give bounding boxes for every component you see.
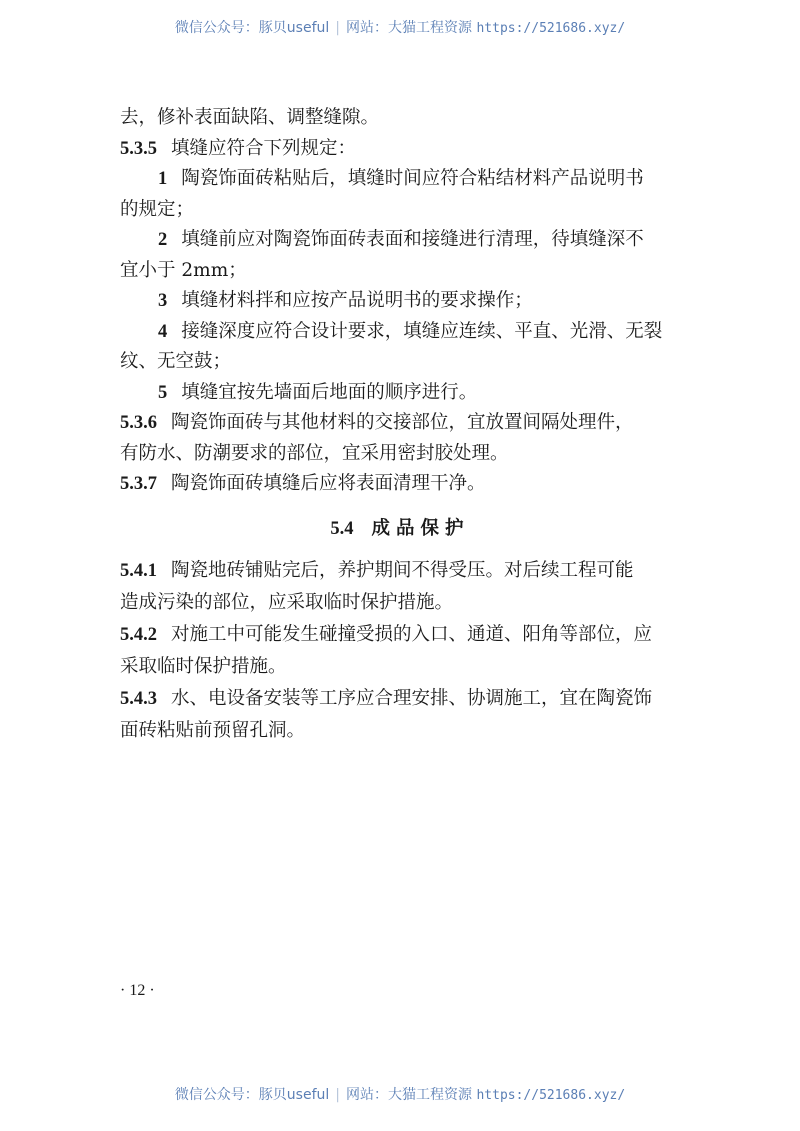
clause-text: 采取临时保护措施。 xyxy=(120,656,287,677)
clause-text: 填缝宜按先墙面后地面的顺序进行。 xyxy=(181,381,478,403)
text-line xyxy=(120,347,690,378)
text-line xyxy=(120,555,690,587)
body-text-block-1 xyxy=(120,103,690,500)
watermark-url: https://521686.xyz/ xyxy=(476,21,626,36)
body-text-block-2 xyxy=(120,555,690,747)
text-line xyxy=(120,683,690,715)
watermark-site: 网站：大猫工程资源 xyxy=(346,20,473,36)
clause-number: 5 xyxy=(158,382,168,403)
clause-number: 2 xyxy=(158,230,168,250)
text-line xyxy=(120,587,690,619)
text-line xyxy=(120,439,690,470)
clause-number: 5.3.7 xyxy=(120,474,157,494)
clause-text: 填缝材料拌和应按产品说明书的要求操作； xyxy=(181,290,533,311)
clause-text: 造成污染的部位，应采取临时保护措施。 xyxy=(120,592,454,613)
clause-text: 陶瓷饰面砖粘贴后，填缝时间应符合粘结材料产品说明书 xyxy=(181,168,644,189)
text-line xyxy=(120,378,690,409)
watermark-wechat: 微信公众号：豚贝useful xyxy=(174,1087,330,1103)
clause-text: 接缝深度应符合设计要求，填缝应连续、平直、光滑、无裂 xyxy=(181,320,663,342)
clause-text: 填缝前应对陶瓷饰面砖表面和接缝进行清理，待填缝深不 xyxy=(181,229,644,250)
clause-text: 陶瓷饰面砖填缝后应将表面清理干净。 xyxy=(171,473,486,494)
clause-text: 纹、无空鼓； xyxy=(120,351,232,372)
clause-number: 1 xyxy=(158,169,168,189)
watermark-header xyxy=(0,17,800,37)
text-line xyxy=(120,317,690,348)
text-line xyxy=(120,134,690,165)
clause-text: 陶瓷地砖铺贴完后，养护期间不得受压。对后续工程可能 xyxy=(171,560,634,581)
clause-number: 5.4.3 xyxy=(120,689,157,709)
watermark-site: 网站：大猫工程资源 xyxy=(346,1087,473,1103)
text-line xyxy=(120,408,690,439)
text-line xyxy=(120,225,690,256)
clause-text: 宜小于 2mm； xyxy=(120,259,247,281)
watermark-separator: | xyxy=(335,1087,341,1103)
section-heading xyxy=(0,514,800,540)
watermark-wechat: 微信公众号：豚贝useful xyxy=(174,20,330,36)
clause-number: 5.4.2 xyxy=(120,625,157,645)
clause-text: 水、电设备安装等工序应合理安排、协调施工，宜在陶瓷饰 xyxy=(171,688,653,709)
clause-text: 对施工中可能发生碰撞受损的入口、通道、阳角等部位，应 xyxy=(171,624,653,645)
clause-text: 有防水、防潮要求的部位，宜采用密封胶处理。 xyxy=(120,442,509,464)
section-title: 成品保护 xyxy=(371,518,470,539)
watermark-url: https://521686.xyz/ xyxy=(476,1088,626,1103)
clause-number: 5.3.5 xyxy=(120,138,157,159)
text-line xyxy=(120,651,690,683)
clause-number: 4 xyxy=(158,321,168,342)
clause-text: 的规定； xyxy=(120,198,195,220)
watermark-separator: | xyxy=(335,20,341,36)
watermark-footer xyxy=(0,1084,800,1104)
text-line xyxy=(120,195,690,226)
text-line xyxy=(120,715,690,747)
clause-number: 3 xyxy=(158,291,168,311)
text-line xyxy=(120,469,690,500)
section-number: 5.4 xyxy=(330,519,354,539)
page-number: · 12 · xyxy=(120,982,155,999)
clause-text: 填缝应符合下列规定： xyxy=(171,137,357,159)
text-line xyxy=(120,619,690,651)
clause-text: 面砖粘贴前预留孔洞。 xyxy=(120,720,306,741)
clause-number: 5.4.1 xyxy=(120,561,157,581)
clause-number: 5.3.6 xyxy=(120,413,157,433)
text-line xyxy=(120,103,690,134)
clause-text: 去，修补表面缺陷、调整缝隙。 xyxy=(120,107,380,128)
text-line xyxy=(120,256,690,287)
clause-text: 陶瓷饰面砖与其他材料的交接部位，宜放置间隔处理件， xyxy=(171,412,634,433)
text-line xyxy=(120,164,690,195)
text-line xyxy=(120,286,690,317)
